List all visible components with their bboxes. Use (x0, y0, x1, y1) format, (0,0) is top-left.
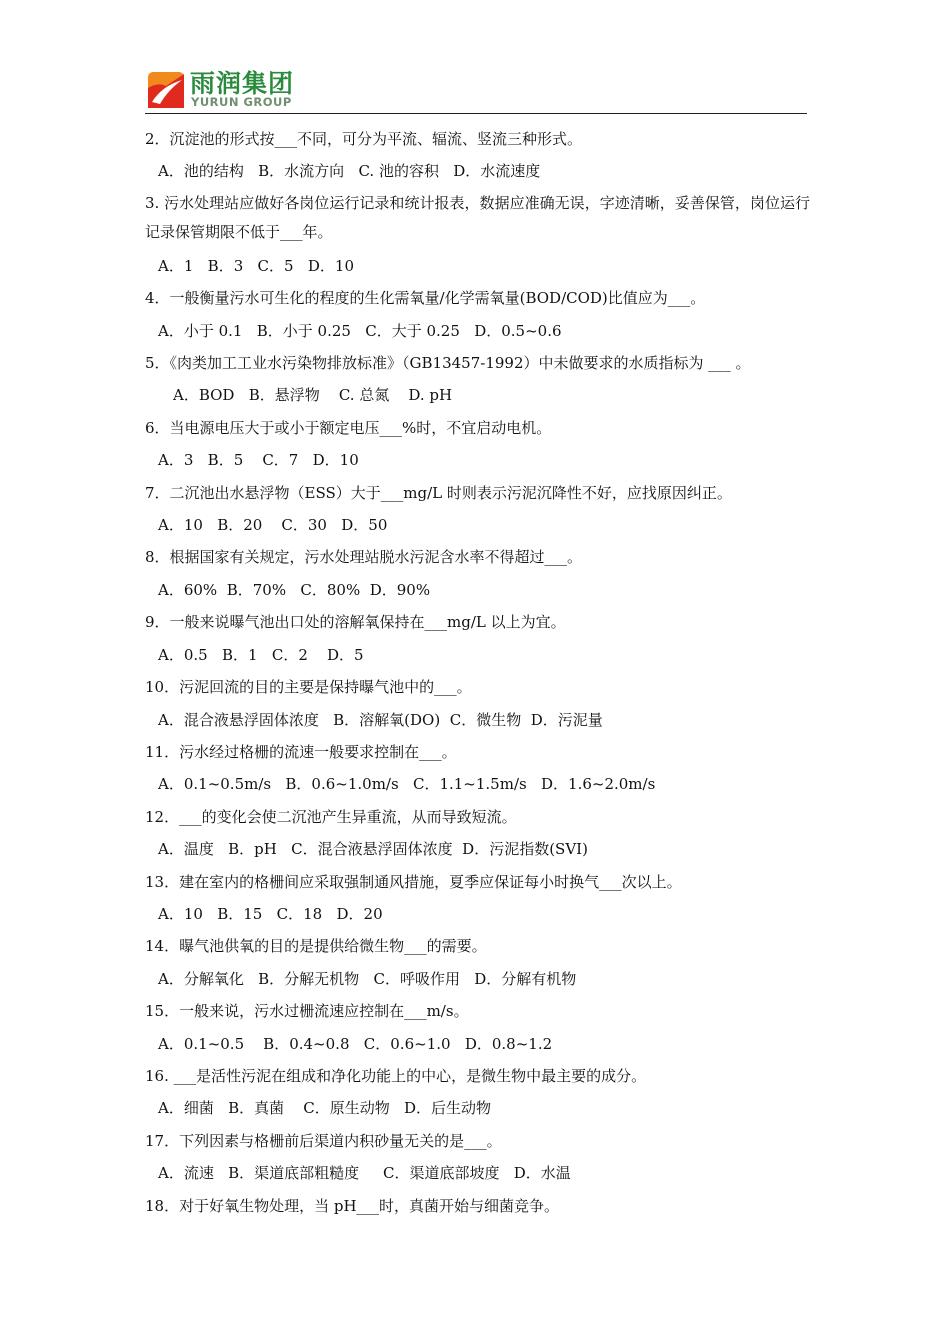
options-14: A．分解氧化 B．分解无机物 C．呼吸作用 D．分解有机物 (158, 969, 577, 988)
options-13: A．10 B．15 C．18 D．20 (158, 904, 383, 923)
question-7: 7．二沉池出水悬浮物（ESS）大于___mg/L 时则表示污泥沉降性不好，应找原因纠正。 (145, 483, 732, 502)
question-3: 3. 污水处理站应做好各岗位运行记录和统计报表，数据应准确无误，字迹清晰，妥善保管，岗位运行记录保管期限不低于___年。 (145, 193, 810, 241)
options-6: A．3 B．5 C．7 D．10 (158, 451, 359, 470)
options-5: A．BOD B．悬浮物 C. 总氮 D. pH (173, 386, 453, 405)
question-16: 16. ___是活性污泥在组成和净化功能上的中心，是微生物中最主要的成分。 (145, 1066, 647, 1085)
options-4: A．小于 0.1 B．小于 0.25 C．大于 0.25 D．0.5~0.6 (158, 321, 562, 340)
logo-chinese-name: 雨润集团 (190, 69, 295, 98)
page-header (145, 66, 807, 114)
question-17: 17．下列因素与格栅前后渠道内积砂量无关的是___。 (145, 1131, 502, 1150)
question-9: 9．一般来说曝气池出口处的溶解氧保持在___mg/L 以上为宜。 (145, 613, 566, 632)
header-divider (145, 113, 807, 114)
question-6: 6．当电源电压大于或小于额定电压___%时，不宜启动电机。 (145, 418, 552, 437)
options-16: A．细菌 B．真菌 C．原生动物 D．后生动物 (158, 1099, 492, 1118)
question-list (145, 123, 810, 1222)
question-2: 2．沉淀池的形式按___不同，可分为平流、辐流、竖流三种形式。 (145, 130, 583, 148)
question-5: 5．《肉类加工工业水污染物排放标准》（GB13457-1992）中未做要求的水质指标为 ___ 。 (145, 354, 751, 373)
logo-english-name: YURUN GROUP (191, 95, 292, 109)
question-18: 18．对于好氧生物处理，当 pH___时，真菌开始与细菌竞争。 (145, 1196, 560, 1215)
options-17: A．流速 B．渠道底部粗糙度 C．渠道底部坡度 D．水温 (158, 1164, 571, 1183)
question-11: 11．污水经过格栅的流速一般要求控制在___。 (145, 742, 457, 761)
options-3: A．1 B．3 C．5 D．10 (158, 256, 354, 275)
options-11: A．0.1~0.5m/s B．0.6~1.0m/s C．1.1~1.5m/s D．1.6~2.0m/s (158, 775, 656, 794)
options-9: A．0.5 B．1 C．2 D．5 (158, 645, 364, 664)
options-7: A．10 B．20 C．30 D．50 (158, 516, 388, 535)
question-15: 15．一般来说，污水过栅流速应控制在___m/s。 (145, 1002, 469, 1021)
yurun-logo-icon (148, 72, 184, 108)
options-2: A．池的结构 B．水流方向 C. 池的容积 D．水流速度 (158, 162, 541, 181)
options-12: A．温度 B．pH C．混合液悬浮固体浓度 D．污泥指数(SVI) (158, 840, 588, 859)
question-4: 4．一般衡量污水可生化的程度的生化需氧量/化学需氧量(BOD/COD)比值应为___。 (145, 289, 706, 308)
question-14: 14．曝气池供氧的目的是提供给微生物___的需要。 (145, 937, 487, 956)
options-15: A．0.1~0.5 B．0.4~0.8 C．0.6~1.0 D．0.8~1.2 (158, 1034, 553, 1053)
question-12: 12．___的变化会使二沉池产生异重流，从而导致短流。 (145, 807, 517, 826)
question-13: 13．建在室内的格栅间应采取强制通风措施，夏季应保证每小时换气___次以上。 (145, 872, 682, 891)
question-8: 8．根据国家有关规定，污水处理站脱水污泥含水率不得超过___。 (145, 548, 583, 567)
question-10: 10．污泥回流的目的主要是保持曝气池中的___。 (145, 678, 472, 697)
options-8: A．60% B．70% C．80% D．90% (158, 580, 431, 599)
options-10: A．混合液悬浮固体浓度 B．溶解氧(DO) C．微生物 D．污泥量 (158, 710, 603, 729)
